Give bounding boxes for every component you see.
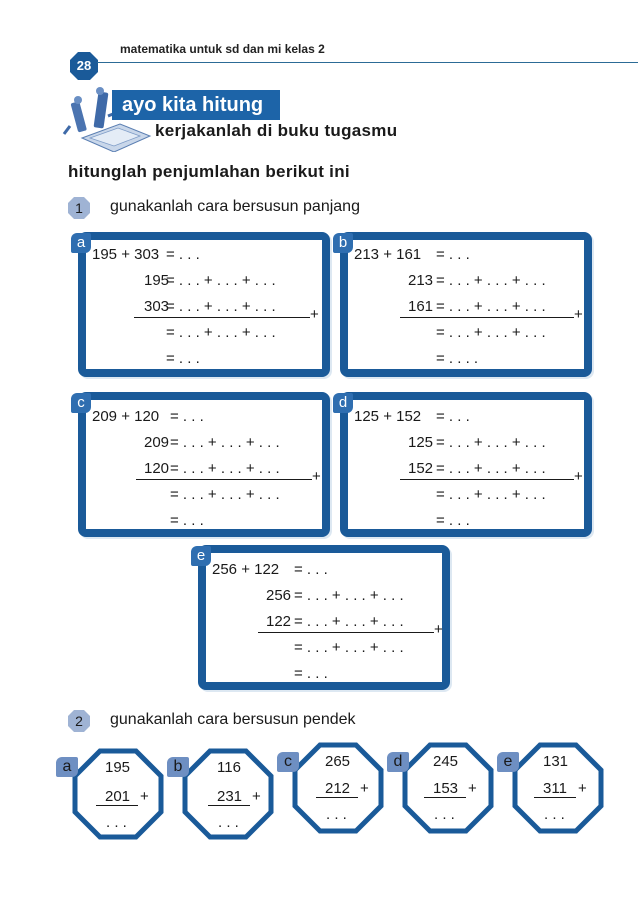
- exercise-subheading: hitunglah penjumlahan berikut ini: [68, 162, 350, 181]
- octagon-label-d: d: [387, 752, 409, 772]
- task-1-badge: 1: [68, 197, 90, 219]
- octagon-label-e: e: [497, 752, 519, 772]
- section-banner: ayo kita hitung: [112, 90, 280, 120]
- sum-rule: [400, 317, 574, 318]
- octagon-item-e: 131 311 + . . .: [512, 742, 604, 834]
- sum-box-e: 256 + 122 = . . . 256 = . . . + . . . + . . . 122 = . . . + . . . + . . . + = . . . + . . . + . . . = . . .: [198, 545, 450, 690]
- task-1-text: gunakanlah cara bersusun panjang: [110, 198, 360, 215]
- sum-box-c: 209 + 120 = . . . 209 = . . . + . . . + . . . 120 = . . . + . . . + . . . + = . . . + . . . + . . . = . . .: [78, 392, 330, 537]
- sum-rule: [258, 632, 434, 633]
- sum-rule: [134, 317, 310, 318]
- octagon-label-b: b: [167, 757, 189, 777]
- box-label-d: d: [333, 393, 353, 413]
- octagon-item-b: 116 231 + . . .: [182, 748, 274, 840]
- octagon-label-a: a: [56, 757, 78, 777]
- sum-rule: [400, 479, 574, 480]
- box-label-c: c: [71, 393, 91, 413]
- octagon-label-c: c: [277, 752, 299, 772]
- sum-rule: [136, 479, 312, 480]
- sum-box-a: 195 + 303 = . . . 195 = . . . + . . . + . . . 303 = . . . + . . . + . . . + = . . . + . . . + . . . = . . .: [78, 232, 330, 377]
- instruction-text: kerjakanlah di buku tugasmu: [155, 121, 398, 140]
- header-rule: [97, 62, 638, 63]
- octagon-item-d: 245 153 + . . .: [402, 742, 494, 834]
- book-title: matematika untuk sd dan mi kelas 2: [120, 42, 325, 56]
- task-2-badge: 2: [68, 710, 90, 732]
- octagon-item-a: 195 201 + . . .: [72, 748, 164, 840]
- sum-box-b: 213 + 161 = . . . 213 = . . . + . . . + . . . 161 = . . . + . . . + . . . + = . . . + . . . + . . . = . . . .: [340, 232, 592, 377]
- task-2-text: gunakanlah cara bersusun pendek: [110, 711, 356, 728]
- page-number: 28: [76, 58, 92, 73]
- box-label-e: e: [191, 546, 211, 566]
- octagon-item-c: 265 212 + . . .: [292, 742, 384, 834]
- box-label-a: a: [71, 233, 91, 253]
- box-label-b: b: [333, 233, 353, 253]
- sum-box-d: 125 + 152 = . . . 125 = . . . + . . . + . . . 152 = . . . + . . . + . . . + = . . . + . . . + . . . = . . .: [340, 392, 592, 537]
- page-number-badge: [70, 52, 98, 80]
